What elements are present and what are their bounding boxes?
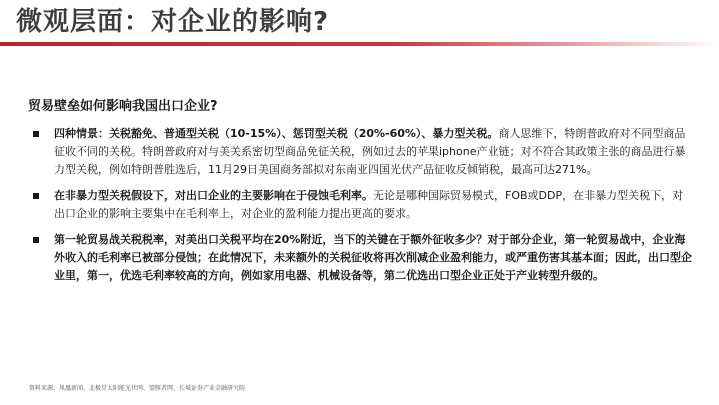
bullet-body: 商人思维下，特朗普政府对不同型商品征收不同的关税。特朗普政府对与美关系密切型商品免征关税，例如过去的苹果iphone产业链；对不符合其政策主张的商品进行暴力型关税，例如特朗普胜选后，11月29日美国商务部拟对东南亚四国光伏产品征收反倾销税，最高可达271%。: [54, 127, 686, 176]
slide-title: 微观层面：对企业的影响?: [16, 7, 330, 37]
bullet-item: [32, 125, 692, 179]
section-heading: 贸易壁垒如何影响我国出口企业?: [28, 99, 218, 114]
bullet-body: 无论是哪种国际贸易模式，FOB或DDP，在非暴力型关税下，对出口企业的影响主要集中在毛利率上，对企业的盈利能力提出更高的要求。: [54, 189, 684, 220]
square-bullet-icon: [33, 193, 39, 199]
bullet-item: [32, 231, 692, 285]
bullet-item: [32, 187, 692, 223]
square-bullet-icon: [33, 237, 39, 243]
bullet-lead: 第一轮贸易战关税税率，对美出口关税平均在20%附近，当下的关键在于额外征收多少？对于部分企业，第一轮贸易战中，企业海外收入的毛利率已被部分侵蚀；在此情况下，未来额外的关税征收将再次削减企业盈利能力，或严重伤害其基本面；因此，出口型企业里，第一，优选毛利率较高的方向，例如家用电器、机械设备等，第二优选出口型企业正处于产业转型升级的。: [54, 233, 692, 282]
bullet-lead: 四种情景：关税豁免、普通型关税（10-15%）、惩罚型关税（20%-60%）、暴力型关税。: [54, 127, 499, 140]
title-underline: [0, 42, 719, 46]
bullet-lead: 在非暴力型关税假设下，对出口企业的主要影响在于侵蚀毛利率。: [54, 189, 373, 202]
bullet-list: [32, 125, 692, 293]
square-bullet-icon: [33, 131, 39, 137]
source-note: 资料来源：凤凰新闻、北极星太阳能光伏网、盟豚者网、长城证券产业金融研究院: [29, 385, 246, 392]
